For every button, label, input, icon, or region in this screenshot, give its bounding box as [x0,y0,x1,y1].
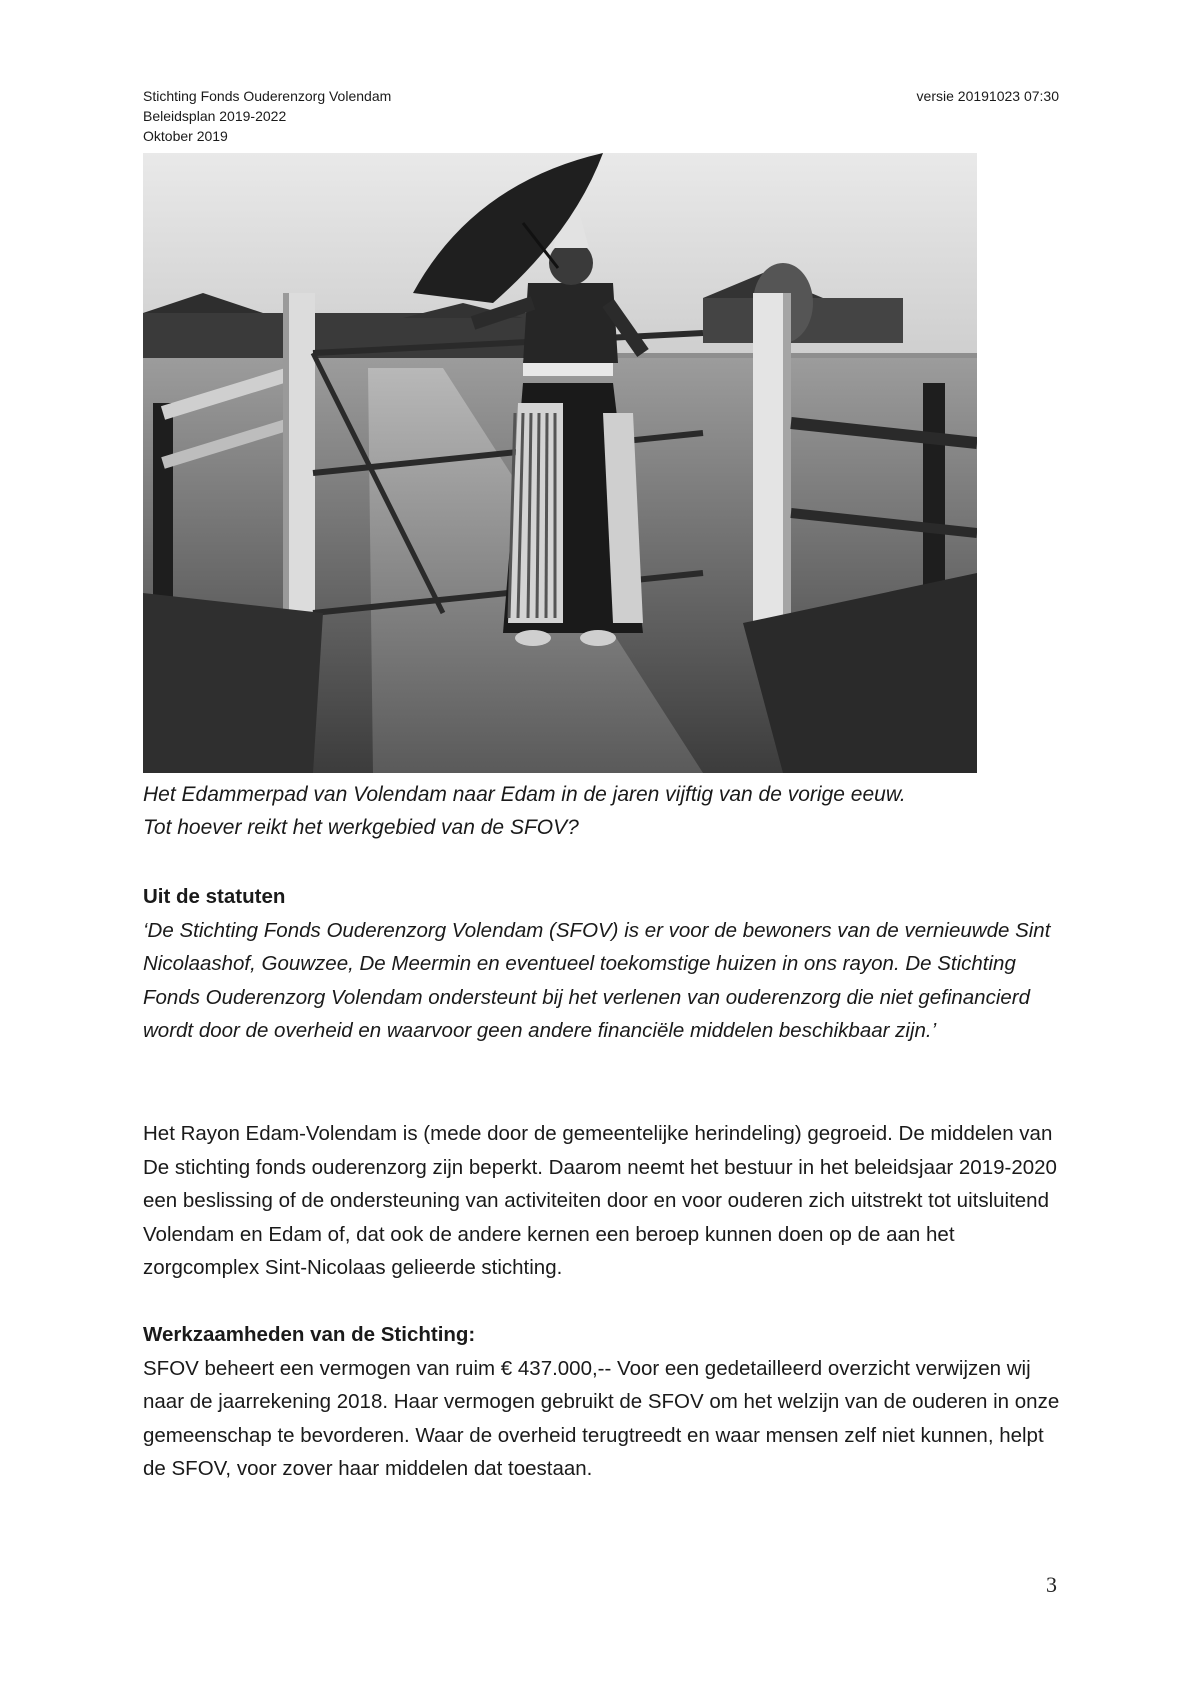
document-header-right [917,86,1059,106]
werkzaamheden-text: SFOV beheert een vermogen van ruim € 437.000,-- Voor een gedetailleerd overzicht verwijzen wij naar de jaarrekening 2018. Haar vermogen gebruikt de SFOV om het welzijn van de ouderen in onze gemeenschap te bevorderen. Waar de overheid terugtreedt en waar mensen zelf niet kunnen, helpt de SFOV, voor zover haar middelen dat toestaan. [143,1356,1060,1480]
werkzaamheden-heading: Werkzaamheden van de Stichting: [143,1323,476,1346]
photo-caption [143,778,1063,844]
werkzaamheden-section [143,1318,1063,1486]
caption-line-2: Tot hoever reikt het werkgebied van de SFOV? [143,816,579,839]
caption-line-1: Het Edammerpad van Volendam naar Edam in de jaren vijftig van de vorige eeuw. [143,783,906,806]
header-date: Oktober 2019 [143,128,228,144]
document-header-left [143,86,391,146]
statuten-quote: ‘De Stichting Fonds Ouderenzorg Volendam (SFOV) is er voor de bewoners van de vernieuwde Sint Nicolaashof, Gouwzee, De Meermin en eventueel toekomstige huizen in ons rayon. De Stichting Fonds Ouderenzorg Volendam ondersteunt bij het verlenen van ouderenzorg die niet gefinancierd wordt door de overheid en waarvoor geen andere financiële middelen beschikbaar zijn.’ [143,918,1051,1042]
photo-illustration [143,153,977,773]
page-number: 3 [1046,1572,1057,1597]
header-version: versie 20191023 07:30 [916,88,1059,104]
rayon-text: Het Rayon Edam-Volendam is (mede door de gemeentelijke herindeling) gegroeid. De middelen van De stichting fonds ouderenzorg zijn beperkt. Daarom neemt het bestuur in het beleidsjaar 2019-2020 een beslissing of de ondersteuning van activiteiten door en voor ouderen zich uitstrekt tot uitsluitend Volendam en Edam of, dat ook de andere kernen een beroep kunnen doen op de aan het zorgcomplex Sint-Nicolaas gelieerde stichting. [143,1122,1057,1279]
header-organization: Stichting Fonds Ouderenzorg Volendam [143,88,392,104]
historic-photo [143,153,977,773]
statuten-heading: Uit de statuten [143,885,286,908]
rayon-paragraph [143,1117,1063,1285]
statuten-section [143,880,1063,1048]
header-plan: Beleidsplan 2019-2022 [143,108,287,124]
